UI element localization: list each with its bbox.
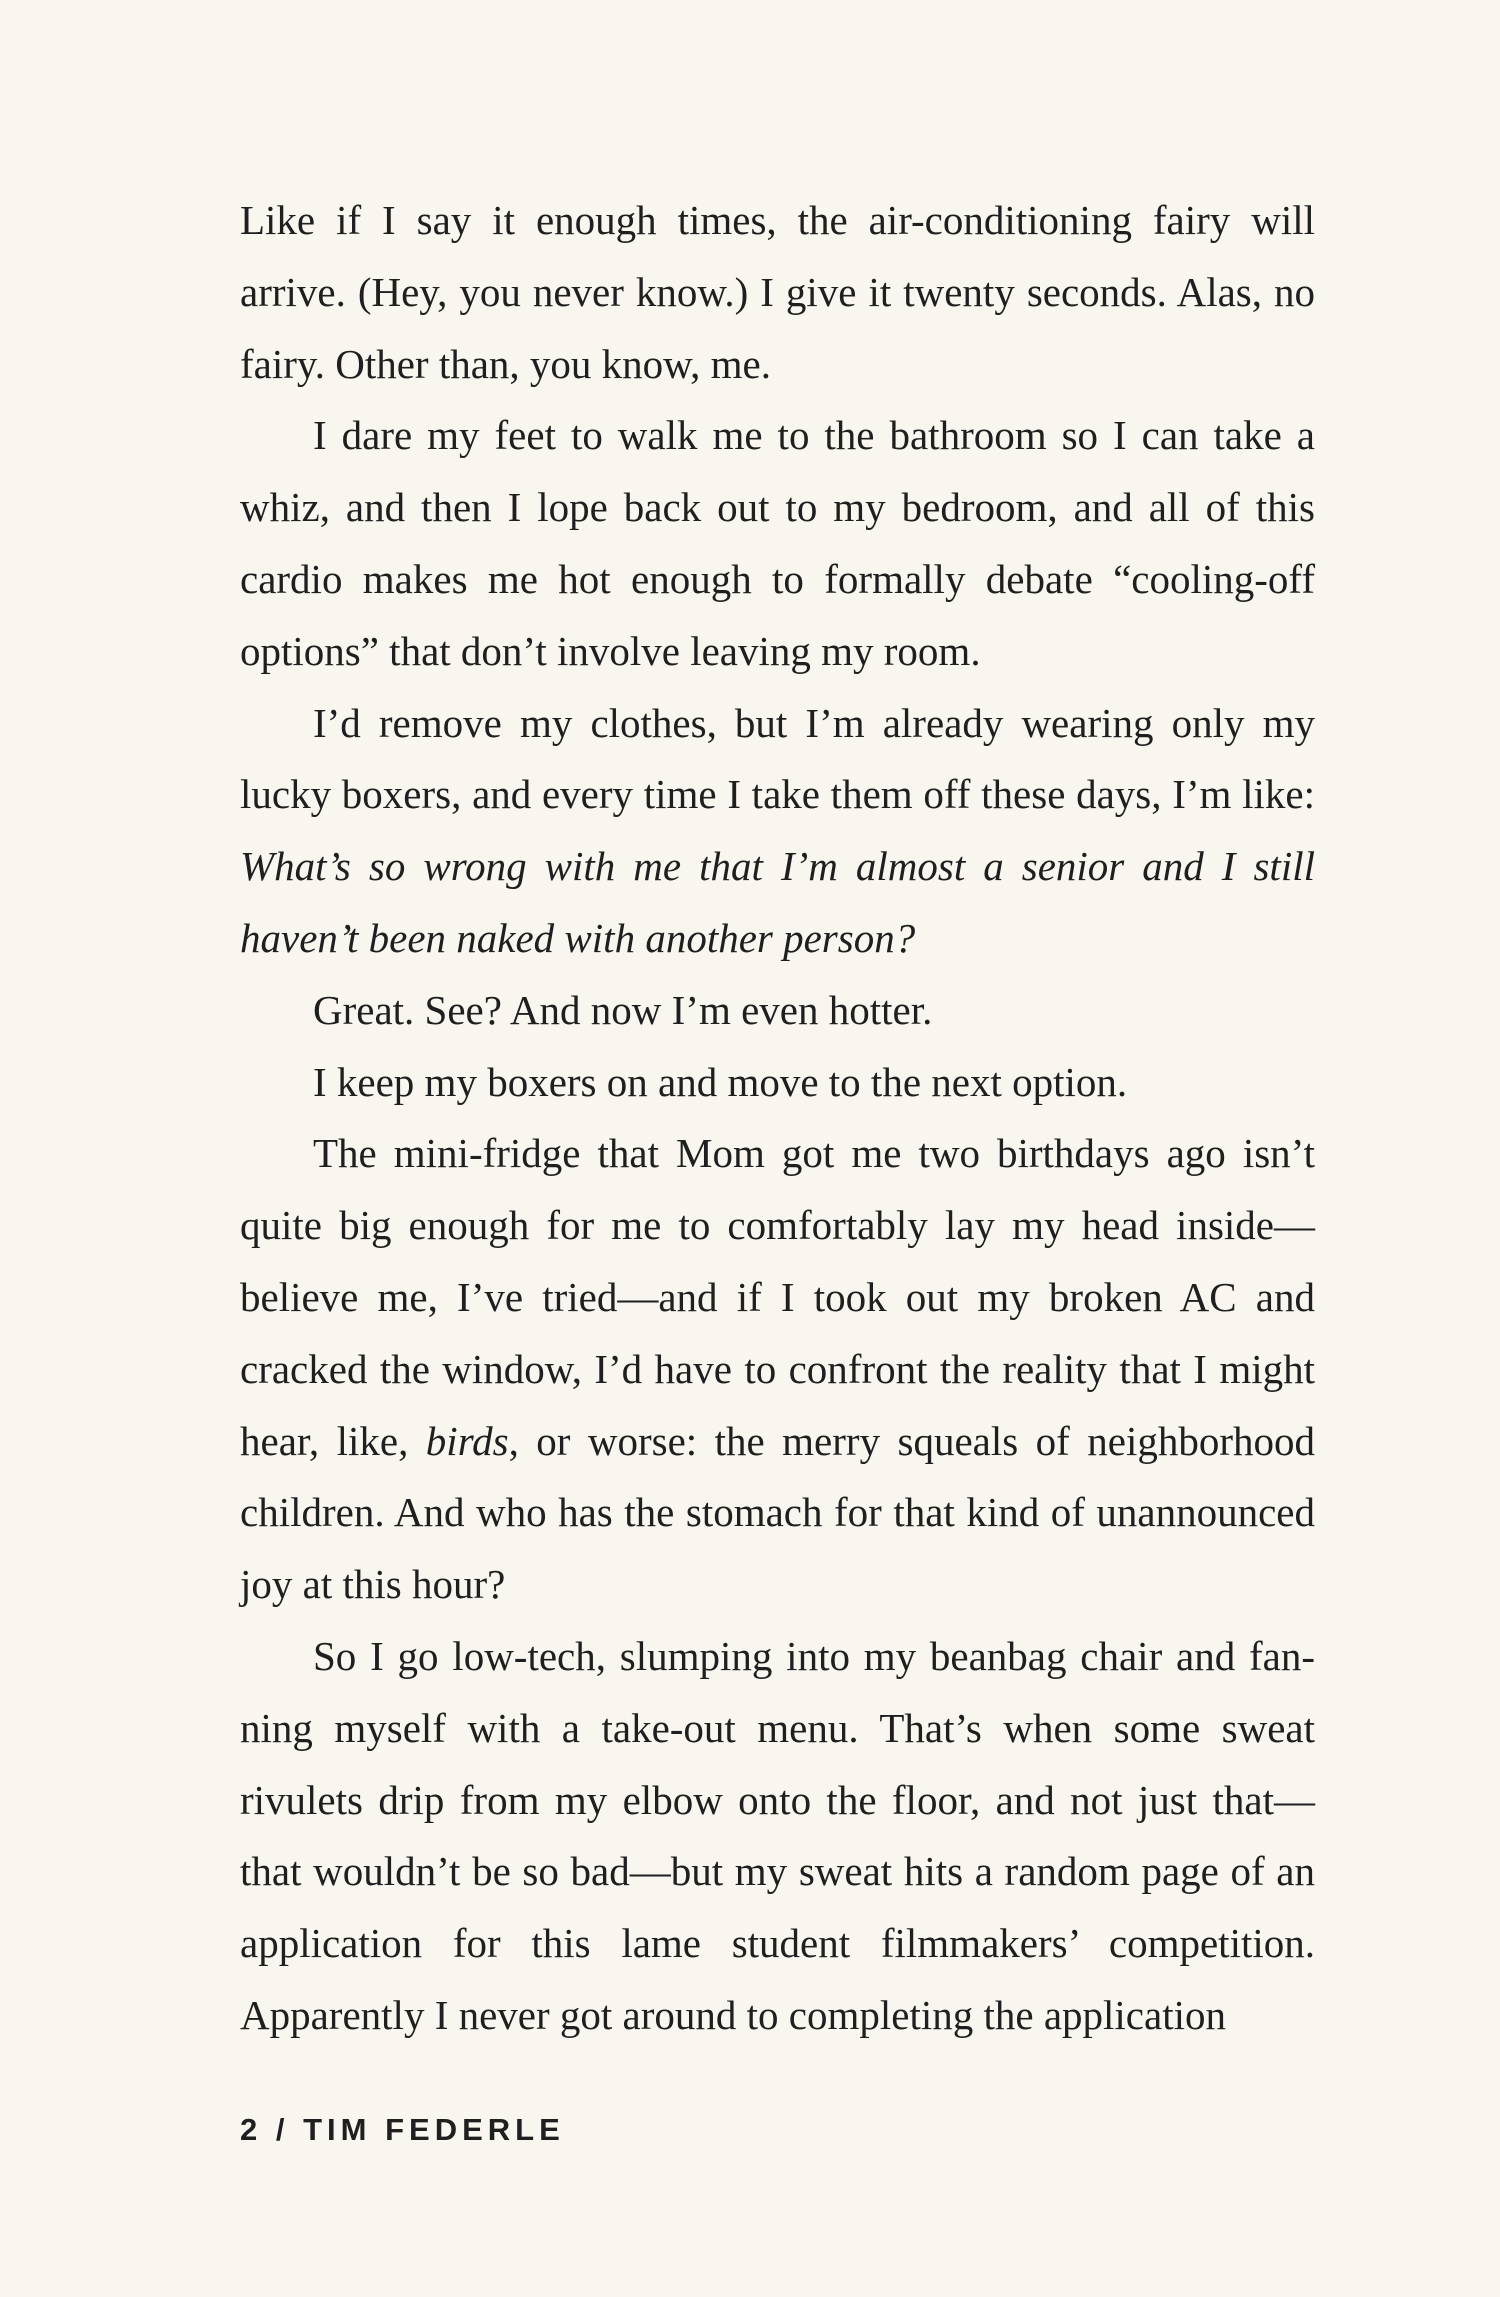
paragraph-text: I keep my boxers on and move to the next option.: [313, 1058, 1128, 1105]
italic-text: What’s so wrong with me that I’m almost a senior and I still haven’t been naked with another person?: [240, 843, 1315, 961]
paragraph-text: Like if I say it enough times, the air-conditioning fairy will arrive. (Hey, you never know.) I give it twenty seconds. Alas, no fairy. Other than, you know, me.: [240, 197, 1315, 387]
body-text: [240, 185, 1315, 2052]
paragraph: [240, 975, 1315, 1047]
paragraph-text: I dare my feet to walk me to the bathroom so I can take a whiz, and then I lope back out to my bedroom, and all of this cardio makes me hot enough to formally debate “cooling-off options” that don’t involve leaving my room.: [240, 412, 1315, 674]
paragraph: [240, 1621, 1315, 2052]
paragraph-text: The mini-fridge that Mom got me two birthdays ago isn’t quite big enough for me to comfortably lay my head inside—believe me, I’ve tried—and if I took out my broken AC and cracked the window, I’d have to confront the reality that I might hear, like,: [240, 1130, 1315, 1464]
page-number: 2: [240, 2112, 263, 2147]
paragraph-text: Great. See? And now I’m even hotter.: [313, 986, 933, 1033]
author-name: TIM FEDERLE: [303, 2112, 565, 2147]
paragraph-text: I’d remove my clothes, but I’m already wearing only my lucky boxers, and every time I take them off these days, I’m like:: [240, 699, 1315, 818]
paragraph: [240, 688, 1315, 975]
paragraph-text: So I go low-tech, slumping into my beanbag chair and fanning myself with a take-out menu. That’s when some sweat rivulets drip from my elbow onto the floor, and not just that—that wouldn’t be so bad—but my sweat hits a random page of an application for this lame student filmmakers’ competition. Apparently I never got around to completing the application: [240, 1632, 1315, 2038]
paragraph: [240, 1047, 1315, 1119]
italic-text: birds: [425, 1417, 509, 1464]
paragraph: [240, 185, 1315, 400]
paragraph: [240, 400, 1315, 687]
paragraph: [240, 1118, 1315, 1621]
footer-separator: /: [275, 2112, 290, 2147]
paragraph-text: , or worse: the merry squeals of neighborhood children. And who has the stomach for that kind of unannounced joy at this hour?: [240, 1417, 1316, 1608]
running-footer: [240, 2112, 565, 2148]
